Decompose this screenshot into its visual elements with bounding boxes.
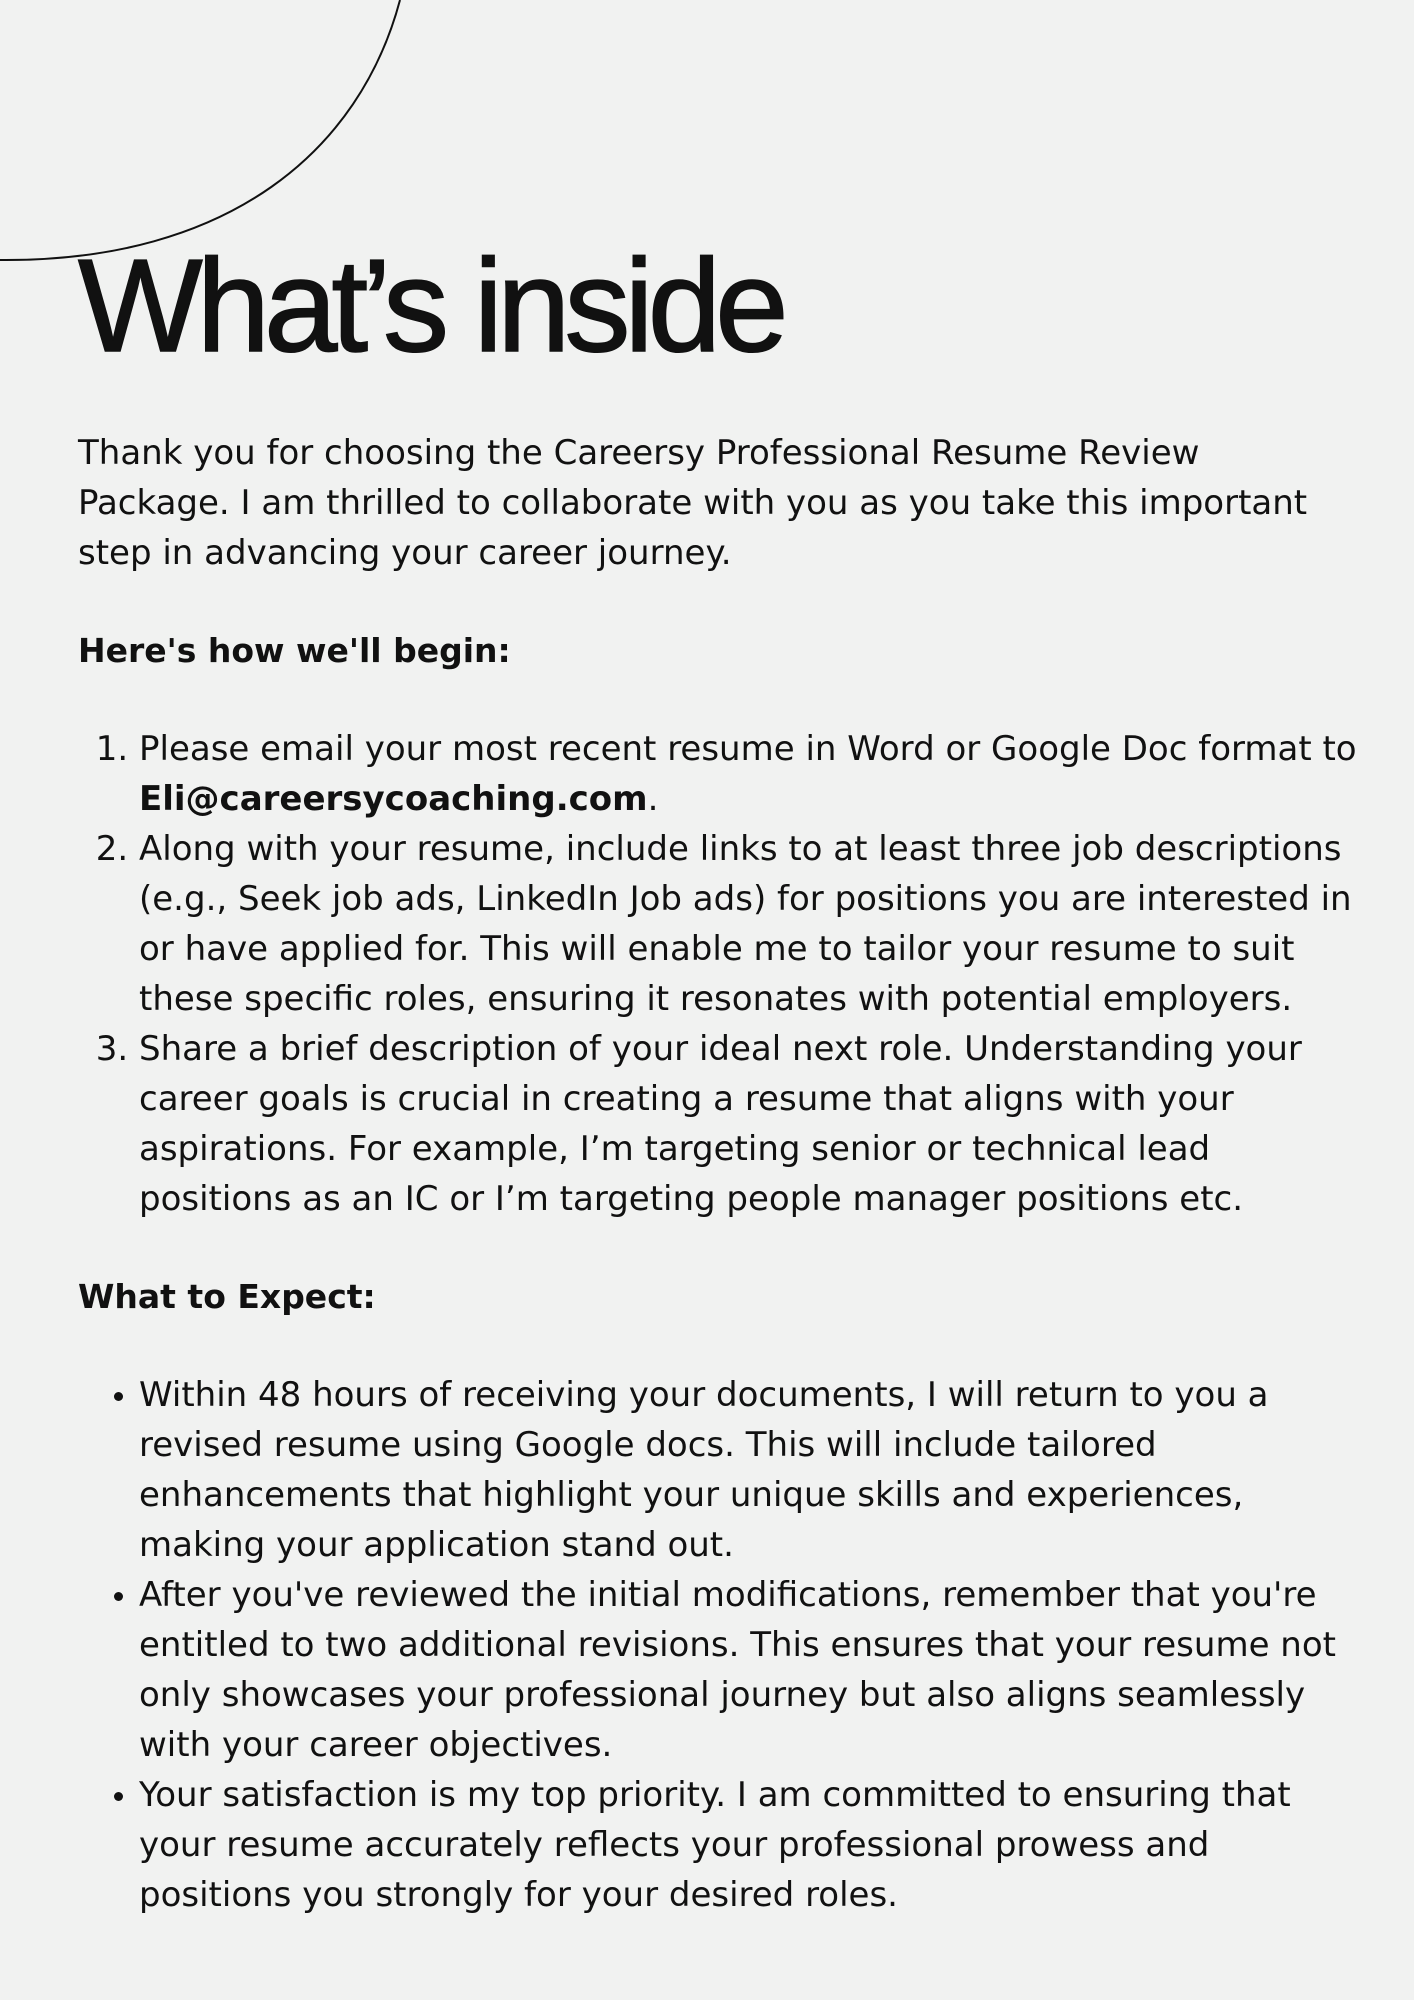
expect-list: [78, 1370, 1358, 1920]
decorative-arc: [0, 0, 420, 270]
email-address: Eli@careersycoaching.com: [139, 779, 648, 819]
document-page: [78, 232, 1358, 1920]
step1-suffix: .: [647, 779, 659, 819]
expect-heading: What to Expect:: [78, 1277, 376, 1316]
steps-list: [78, 724, 1358, 1224]
list-item: [139, 724, 1358, 824]
page-title: What’s inside: [78, 232, 783, 379]
list-item: • Within 48 hours of receiving your documents, I will return to you a revised resume using Google docs. This will include tailored enhancements that highlight your unique skills and experiences, making your application stand out.: [139, 1370, 1358, 1570]
list-item: • After you've reviewed the initial modifications, remember that you're entitled to two additional revisions. This ensures that your resume not only showcases your professional journey but also aligns seamlessly with your career objectives.: [139, 1570, 1358, 1770]
list-item: • Your satisfaction is my top priority. I am committed to ensuring that your resume accurately reflects your professional prowess and positions you strongly for your desired roles.: [139, 1770, 1358, 1920]
list-item: 2. Along with your resume, include links to at least three job descriptions (e.g., Seek job ads, LinkedIn Job ads) for positions you are interested in or have applied for. This will enable me to tailor your resume to suit these specific roles, ensuring it resonates with potential employers.: [139, 824, 1358, 1024]
steps-heading: Here's how we'll begin:: [78, 631, 511, 670]
intro-paragraph: Thank you for choosing the Careersy Professional Resume Review Package. I am thrilled to collaborate with you as you take this important step in advancing your career journey.: [78, 433, 1308, 573]
list-item: 3. Share a brief description of your ideal next role. Understanding your career goals is crucial in creating a resume that aligns with your aspirations. For example, I’m targeting senior or technical lead positions as an IC or I’m targeting people manager positions etc.: [139, 1024, 1358, 1224]
step1-text: Please email your most recent resume in Word or Google Doc format to: [139, 729, 1357, 769]
